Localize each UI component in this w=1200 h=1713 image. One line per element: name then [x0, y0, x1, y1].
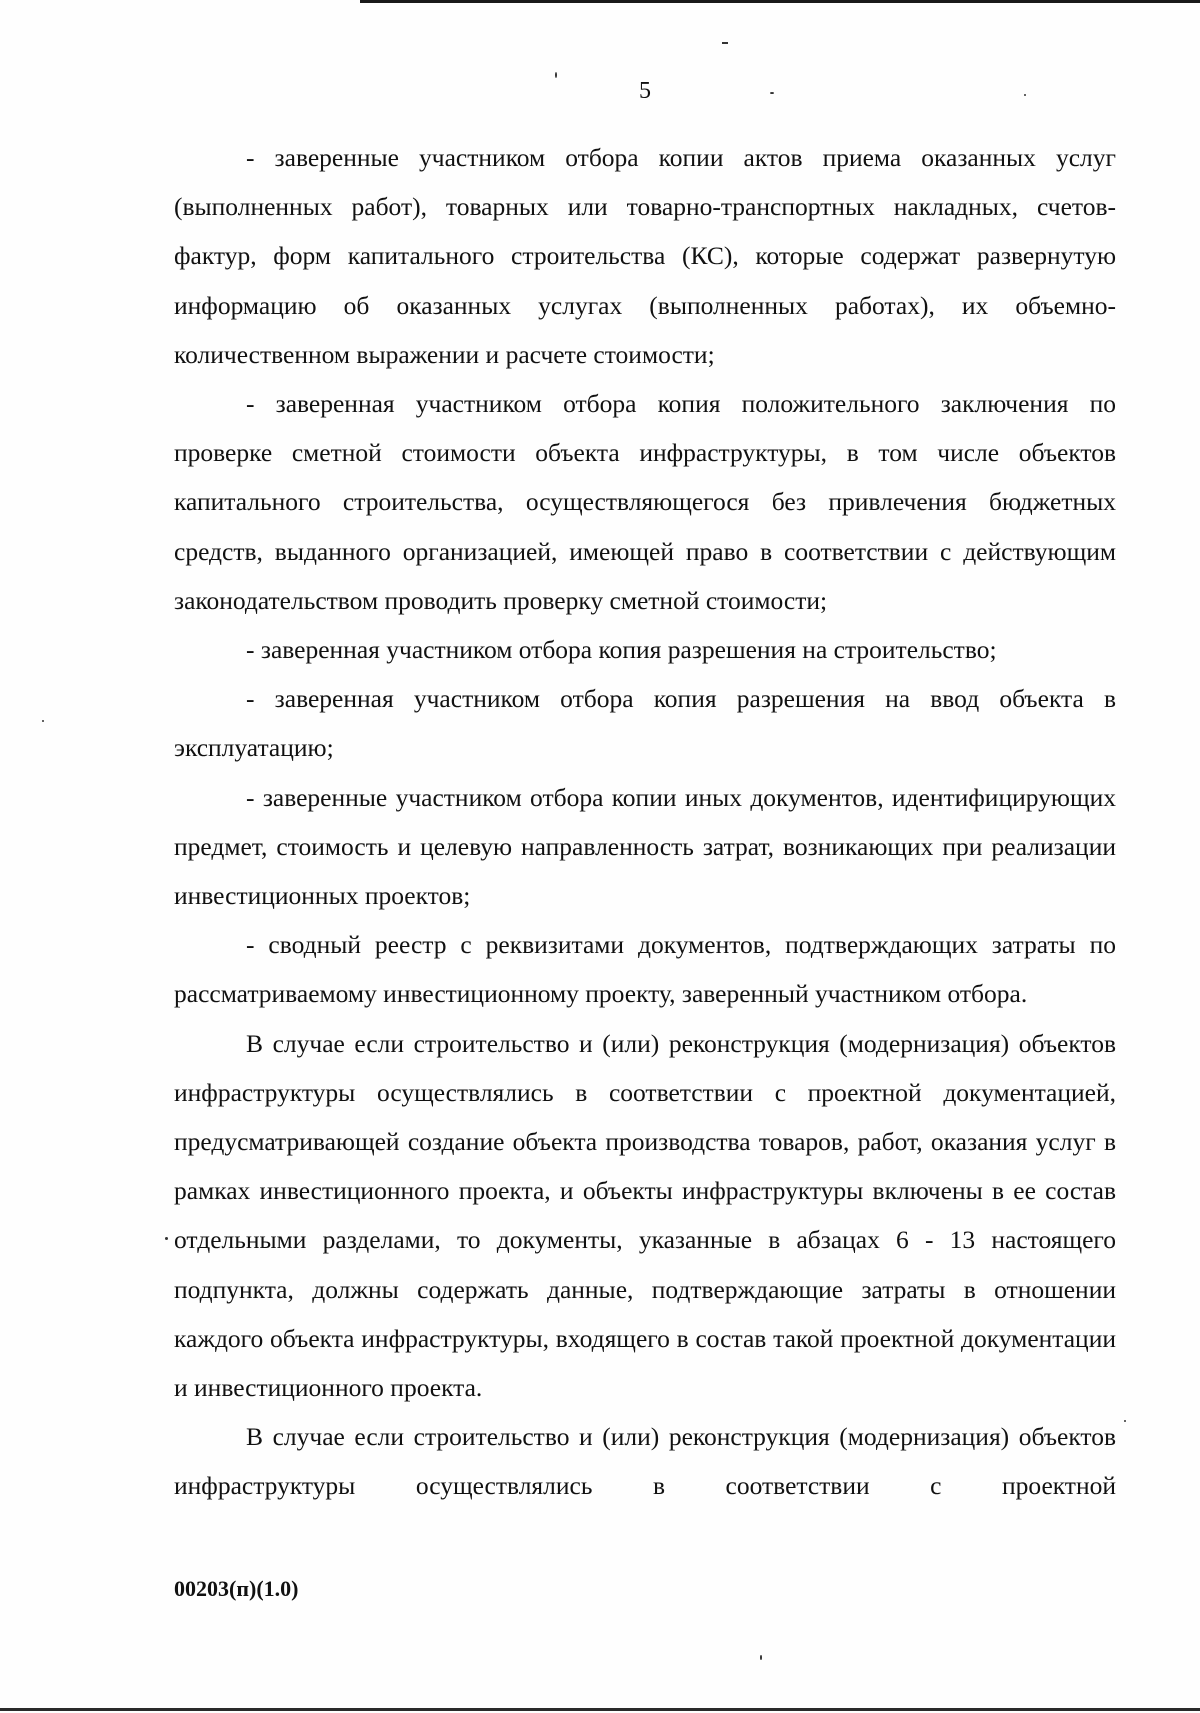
scan-bottom-edge	[0, 1708, 1200, 1711]
paragraph-acts-copies: - заверенные участником отбора копии актов приема оказанных услуг (выполненных работ), товарных или товарно-транспортных накладных, счетов-фактур, форм капитального строительства (КС), которые содержат развернутую информацию об оказанных услугах (выполненных работах), их объемно-количественном выражении и расчете стоимости;	[174, 143, 1116, 369]
paragraph-other-documents: - заверенные участником отбора копии иных документов, идентифицирующих предмет, стоимость и целевую направленность затрат, возникающих при реализации инвестиционных проектов;	[174, 782, 1116, 911]
scan-speck	[722, 42, 728, 44]
scan-speck	[42, 720, 44, 722]
scan-speck	[770, 92, 774, 94]
document-body	[174, 133, 1116, 1511]
page-number: 5	[639, 78, 651, 104]
scan-speck	[760, 1655, 762, 1660]
paragraph-estimate-conclusion: - заверенная участником отбора копия положительного заключения по проверке сметной стоимости объекта инфраструктуры, в том числе объектов капитального строительства, осуществляющегося без привлечения бюджетных средств, выданного организацией, имеющей право в соответствии с действующим законодательством проводить проверку сметной стоимости;	[174, 389, 1116, 615]
paragraph-project-documentation-case: В случае если строительство и (или) реконструкция (модернизация) объектов инфраструктуры осуществлялись в соответствии с проектной документацией, предусматривающей создание объекта производства товаров, работ, оказания услуг в рамках инвестиционного проекта, и объекты инфраструктуры включены в ее состав отдельными разделами, то документы, указанные в абзацах 6 - 13 настоящего подпункта, должны содержать данные, подтверждающие затраты в отношении каждого объекта инфраструктуры, входящего в состав такой проектной документации и инвестиционного проекта.	[174, 1028, 1116, 1403]
scan-speck	[1024, 94, 1026, 96]
document-code: 00203(п)(1.0)	[174, 1576, 299, 1601]
paragraph-summary-register: - сводный реестр с реквизитами документов, подтверждающих затраты по рассматриваемому инвестиционному проекту, заверенный участником отбора.	[174, 930, 1116, 1009]
scan-speck	[555, 72, 557, 78]
paragraph-project-documentation-case-continued: В случае если строительство и (или) реконструкция (модернизация) объектов инфраструктуры осуществлялись в соответствии с проектной	[174, 1422, 1116, 1501]
scan-speck	[165, 1237, 168, 1240]
scan-top-edge	[360, 0, 1200, 3]
paragraph-construction-permit: - заверенная участником отбора копия разрешения на строительство;	[246, 635, 997, 665]
scan-speck	[1124, 1420, 1126, 1422]
paragraph-commissioning-permit: - заверенная участником отбора копия разрешения на ввод объекта в эксплуатацию;	[174, 684, 1116, 763]
